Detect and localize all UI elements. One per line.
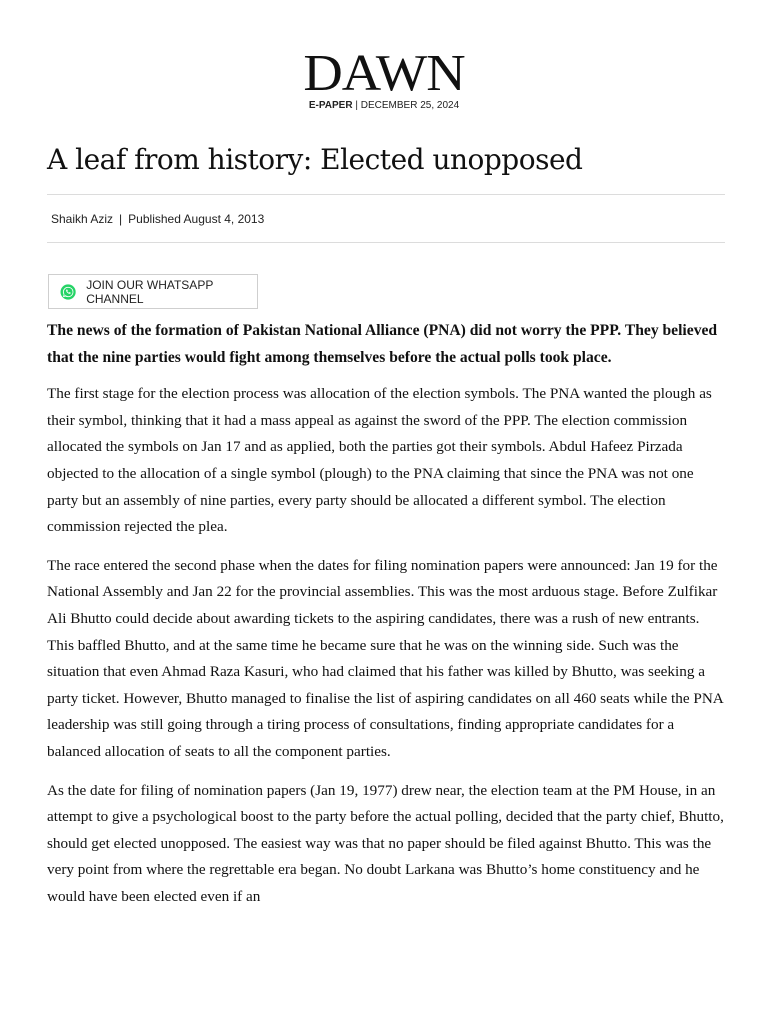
divider xyxy=(47,194,725,195)
article-headline: A leaf from history: Elected unopposed xyxy=(47,143,583,176)
dawn-logo[interactable]: DAWN xyxy=(303,45,465,102)
divider xyxy=(47,242,725,243)
byline xyxy=(51,212,264,226)
article-body xyxy=(47,318,727,922)
edition-separator: | xyxy=(355,100,358,111)
whatsapp-button-label: JOIN OUR WHATSAPP CHANNEL xyxy=(86,277,214,306)
whatsapp-channel-button[interactable] xyxy=(48,274,258,309)
author-name[interactable]: Shaikh Aziz xyxy=(51,212,114,226)
article-paragraph: The race entered the second phase when the dates for filing nomination papers were announced: Jan 19 for the National Assembly and Jan 22 for the provincial assemblies. This was the most arduous stage. Before Zulfikar Ali Bhutto could decide about awarding tickets to the aspiring candidates, there was a rush of new entrants. This baffled Bhutto, and at the same time he became sure that he was on the winning side. Such was the situation that even Ahmad Raza Kasuri, who had claimed that his father was killed by Bhutto, was seeking a party ticket. However, Bhutto managed to finalise the list of aspiring candidates on all 460 seats while the PNA leadership was still going through a tiring process of consultations, finding appropriate candidates for a balanced allocation of seats to all the component parties. xyxy=(47,556,723,760)
article-paragraph: The first stage for the election process was allocation of the election symbols. The PNA wanted the plough as their symbol, thinking that it had a mass appeal as against the sword of the PPP. The election commission allocated the symbols on Jan 17 and as applied, both the parties got their symbols. Abdul Hafeez Pirzada objected to the allocation of a single symbol (plough) to the PNA claiming that since the PNA was not one party but an assembly of nine parties, every party should be allocated a different symbol. The election commission rejected the plea. xyxy=(47,385,712,536)
article-paragraph: As the date for filing of nomination papers (Jan 19, 1977) drew near, the election team at the PM House, in an attempt to give a psychological boost to the party before the actual polling, decided that the party chief, Bhutto, should get elected unopposed. The easiest way was that no paper should be filed against Bhutto. This was the very point from where the regrettable era began. No doubt Larkana was Bhutto’s home constituency and he would have been elected even if an xyxy=(47,781,724,905)
whatsapp-icon xyxy=(59,282,77,302)
masthead xyxy=(0,45,768,111)
byline-separator: | xyxy=(119,212,123,226)
edition-date: DECEMBER 25, 2024 xyxy=(360,100,460,111)
edition-label: E-PAPER xyxy=(308,100,353,111)
publish-date: Published August 4, 2013 xyxy=(128,212,265,226)
article-lead: The news of the formation of Pakistan National Alliance (PNA) did not worry the PPP. They believed that the nine parties would fight among themselves before the actual polls took place. xyxy=(47,322,718,366)
